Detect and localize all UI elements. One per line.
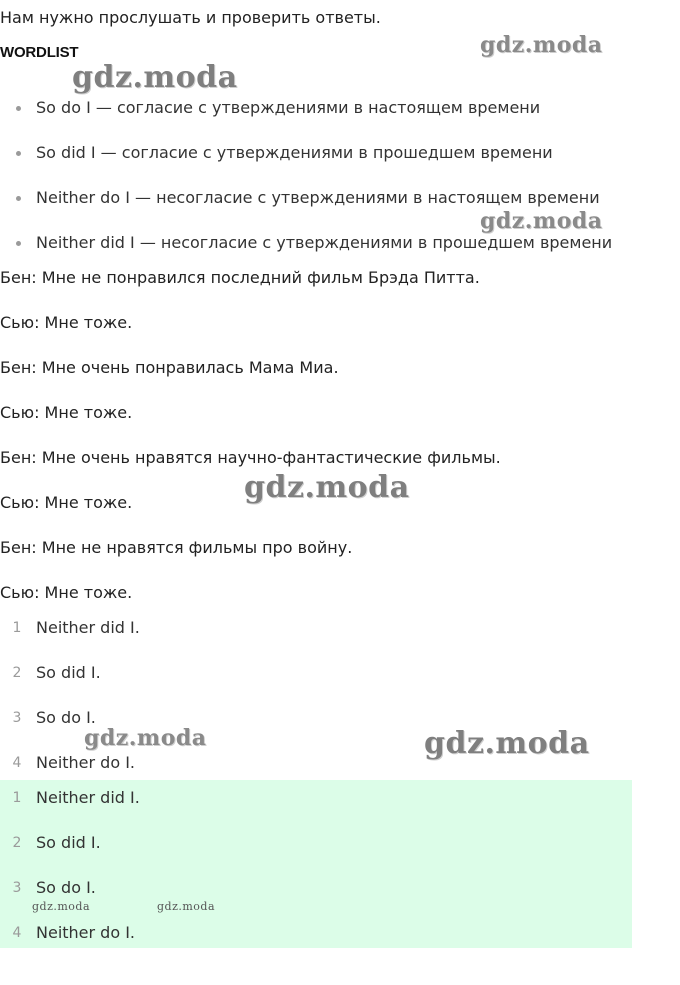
watermark-logo: gdz.moda: [244, 470, 410, 505]
answer-number: 1: [12, 620, 22, 636]
answer-number: 4: [12, 755, 22, 771]
answer-number: 2: [12, 835, 22, 851]
dialogue-line: Бен: Мне очень нравятся научно-фантастические фильмы.: [0, 448, 501, 467]
answer-number: 3: [12, 880, 22, 896]
bullet-icon: [16, 106, 21, 111]
watermark-logo: gdz.moda: [72, 60, 238, 95]
watermark-logo: gdz.moda: [424, 726, 590, 761]
bullet-icon: [16, 196, 21, 201]
answer-text: Neither do I.: [36, 753, 136, 772]
answer-number: 2: [12, 665, 22, 681]
dialogue-line: Сью: Мне тоже.: [0, 403, 133, 422]
wordlist-heading: WORDLIST: [0, 44, 79, 61]
dialogue-line: Бен: Мне не понравился последний фильм Брэда Питта.: [0, 268, 480, 287]
answer-text: So do I.: [36, 708, 96, 727]
answer-text: So do I.: [36, 878, 96, 897]
answer-text: Neither do I.: [36, 923, 136, 942]
watermark-logo: gdz.moda: [157, 900, 216, 913]
dialogue-line: Бен: Мне очень понравилась Мама Миа.: [0, 358, 339, 377]
watermark-logo: gdz.moda: [480, 208, 603, 234]
dialogue-line: Сью: Мне тоже.: [0, 583, 133, 602]
wordlist-item-text: So do I — согласие с утверждениями в настоящем времени: [36, 98, 541, 117]
dialogue-line: Сью: Мне тоже.: [0, 493, 133, 512]
answer-number: 1: [12, 790, 22, 806]
bullet-icon: [16, 151, 21, 156]
wordlist-item-text: Neither do I — несогласие с утверждениями в настоящем времени: [36, 188, 600, 207]
watermark-logo: gdz.moda: [480, 32, 603, 58]
answer-number: 3: [12, 710, 22, 726]
answer-text: So did I.: [36, 663, 101, 682]
watermark-logo: gdz.moda: [32, 900, 91, 913]
wordlist-item-text: Neither did I — несогласие с утверждениями в прошедшем времени: [36, 233, 613, 252]
wordlist-item-text: So did I — согласие с утверждениями в прошедшем времени: [36, 143, 553, 162]
answer-text: Neither did I.: [36, 788, 140, 807]
intro-text: Нам нужно прослушать и проверить ответы.: [0, 8, 381, 27]
answer-text: Neither did I.: [36, 618, 140, 637]
watermark-logo: gdz.moda: [84, 725, 207, 751]
answer-text: So did I.: [36, 833, 101, 852]
dialogue-line: Бен: Мне не нравятся фильмы про войну.: [0, 538, 353, 557]
dialogue-line: Сью: Мне тоже.: [0, 313, 133, 332]
bullet-icon: [16, 241, 21, 246]
answer-number: 4: [12, 925, 22, 941]
